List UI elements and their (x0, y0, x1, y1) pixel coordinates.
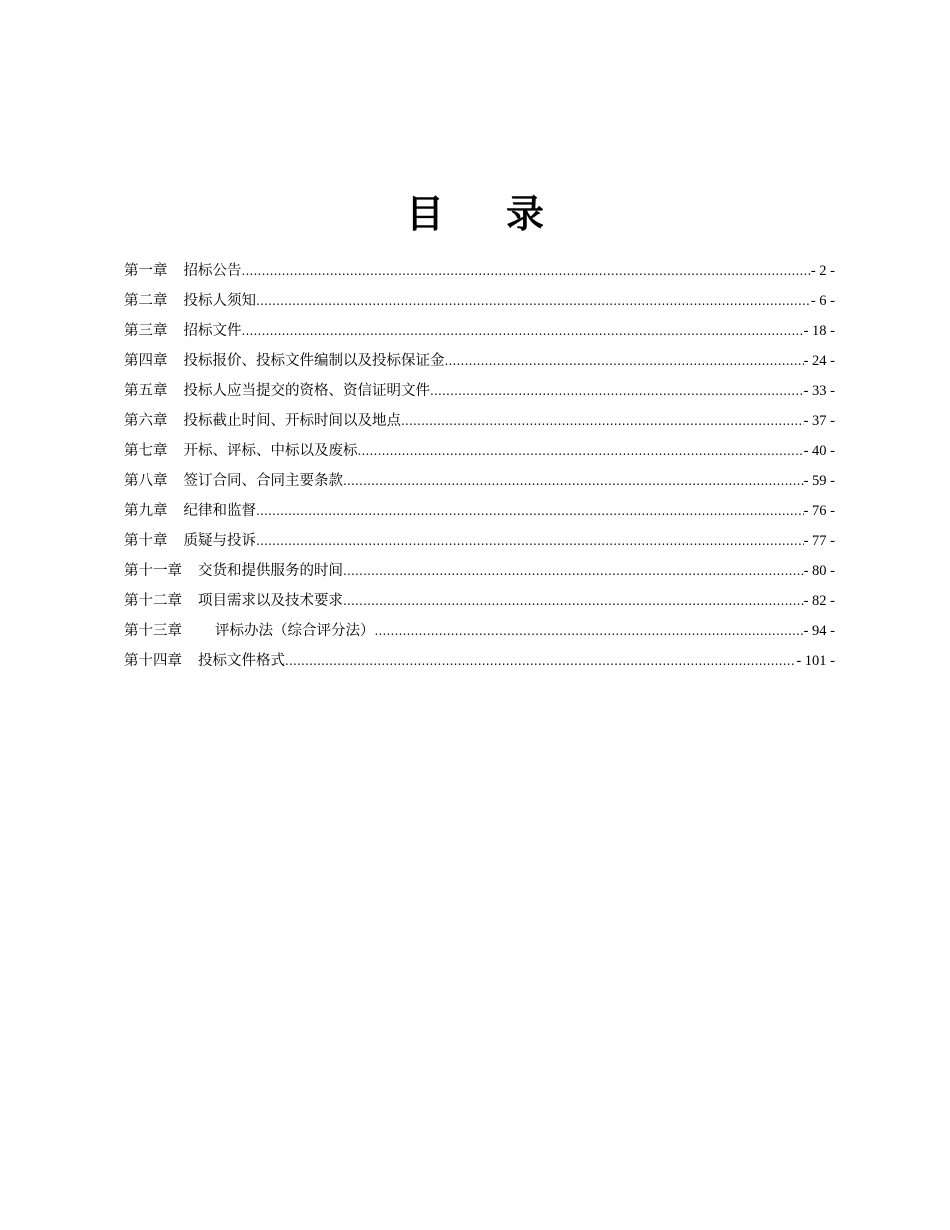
toc-page-number: - 77 - (803, 533, 835, 549)
toc-chapter-number: 第十四章 (124, 653, 182, 669)
toc-page-number: - 94 - (803, 623, 835, 639)
toc-page-number: - 101 - (796, 653, 835, 669)
toc-dot-leader (242, 256, 811, 286)
toc-chapter-title: 评标办法（综合评分法） (215, 623, 375, 639)
toc-chapter-number: 第九章 (124, 503, 168, 519)
toc-page-number: - 6 - (810, 293, 835, 309)
toc-page-number: - 76 - (803, 503, 835, 519)
toc-chapter-number: 第三章 (124, 323, 168, 339)
toc-dot-leader (343, 556, 804, 586)
toc-chapter-number: 第四章 (124, 353, 168, 369)
toc-entry[interactable] (124, 646, 835, 676)
toc-dot-leader (256, 496, 804, 526)
toc-dot-leader (430, 376, 804, 406)
toc-entry[interactable] (124, 586, 835, 616)
toc-entry[interactable] (124, 496, 835, 526)
toc-entry[interactable] (124, 406, 835, 436)
toc-dot-leader (343, 466, 804, 496)
toc-page-number: - 18 - (803, 323, 835, 339)
toc-entry[interactable] (124, 286, 835, 316)
title-char-2: 录 (506, 192, 545, 237)
toc-entry[interactable] (124, 376, 835, 406)
toc-chapter-title: 质疑与投诉 (183, 533, 256, 549)
toc-chapter-number: 第十二章 (124, 593, 182, 609)
toc-chapter-title: 纪律和监督 (183, 503, 256, 519)
toc-entry[interactable] (124, 526, 835, 556)
toc-page-number: - 2 - (810, 263, 835, 279)
toc-entry[interactable] (124, 466, 835, 496)
toc-entry[interactable] (124, 316, 835, 346)
toc-chapter-title: 投标截止时间、开标时间以及地点 (183, 413, 401, 429)
toc-page-number: - 37 - (803, 413, 835, 429)
toc-chapter-title: 投标文件格式 (198, 653, 285, 669)
table-of-contents (124, 256, 835, 676)
toc-dot-leader (401, 406, 804, 436)
toc-page-number: - 40 - (803, 443, 835, 459)
toc-entry[interactable] (124, 616, 835, 646)
toc-chapter-number: 第十章 (124, 533, 168, 549)
toc-chapter-title: 招标文件 (183, 323, 242, 339)
toc-dot-leader (256, 526, 804, 556)
toc-chapter-number: 第一章 (124, 263, 168, 279)
toc-chapter-title: 投标人须知 (183, 293, 256, 309)
toc-chapter-number: 第七章 (124, 443, 168, 459)
toc-entry[interactable] (124, 256, 835, 286)
toc-page-number: - 82 - (803, 593, 835, 609)
toc-entry[interactable] (124, 346, 835, 376)
toc-dot-leader (256, 286, 811, 316)
toc-dot-leader (358, 436, 804, 466)
toc-page-number: - 80 - (803, 563, 835, 579)
toc-chapter-title: 项目需求以及技术要求 (198, 593, 343, 609)
toc-chapter-title: 开标、评标、中标以及废标 (183, 443, 358, 459)
toc-dot-leader (285, 646, 796, 676)
toc-chapter-number: 第五章 (124, 383, 168, 399)
toc-dot-leader (242, 316, 804, 346)
toc-dot-leader (445, 346, 804, 376)
toc-page-number: - 33 - (803, 383, 835, 399)
toc-chapter-title: 签订合同、合同主要条款 (183, 473, 343, 489)
page-title (0, 188, 950, 240)
toc-dot-leader (375, 616, 804, 646)
toc-chapter-title: 交货和提供服务的时间 (198, 563, 343, 579)
toc-dot-leader (343, 586, 804, 616)
toc-chapter-number: 第八章 (124, 473, 168, 489)
toc-entry[interactable] (124, 556, 835, 586)
toc-chapter-number: 第十三章 (124, 623, 182, 639)
toc-chapter-title: 招标公告 (183, 263, 242, 279)
toc-chapter-title: 投标人应当提交的资格、资信证明文件 (183, 383, 430, 399)
toc-entry[interactable] (124, 436, 835, 466)
toc-chapter-number: 第六章 (124, 413, 168, 429)
title-char-1: 目 (405, 192, 444, 237)
toc-chapter-number: 第十一章 (124, 563, 182, 579)
toc-page-number: - 24 - (803, 353, 835, 369)
toc-chapter-number: 第二章 (124, 293, 168, 309)
toc-page-number: - 59 - (803, 473, 835, 489)
toc-chapter-title: 投标报价、投标文件编制以及投标保证金 (183, 353, 445, 369)
